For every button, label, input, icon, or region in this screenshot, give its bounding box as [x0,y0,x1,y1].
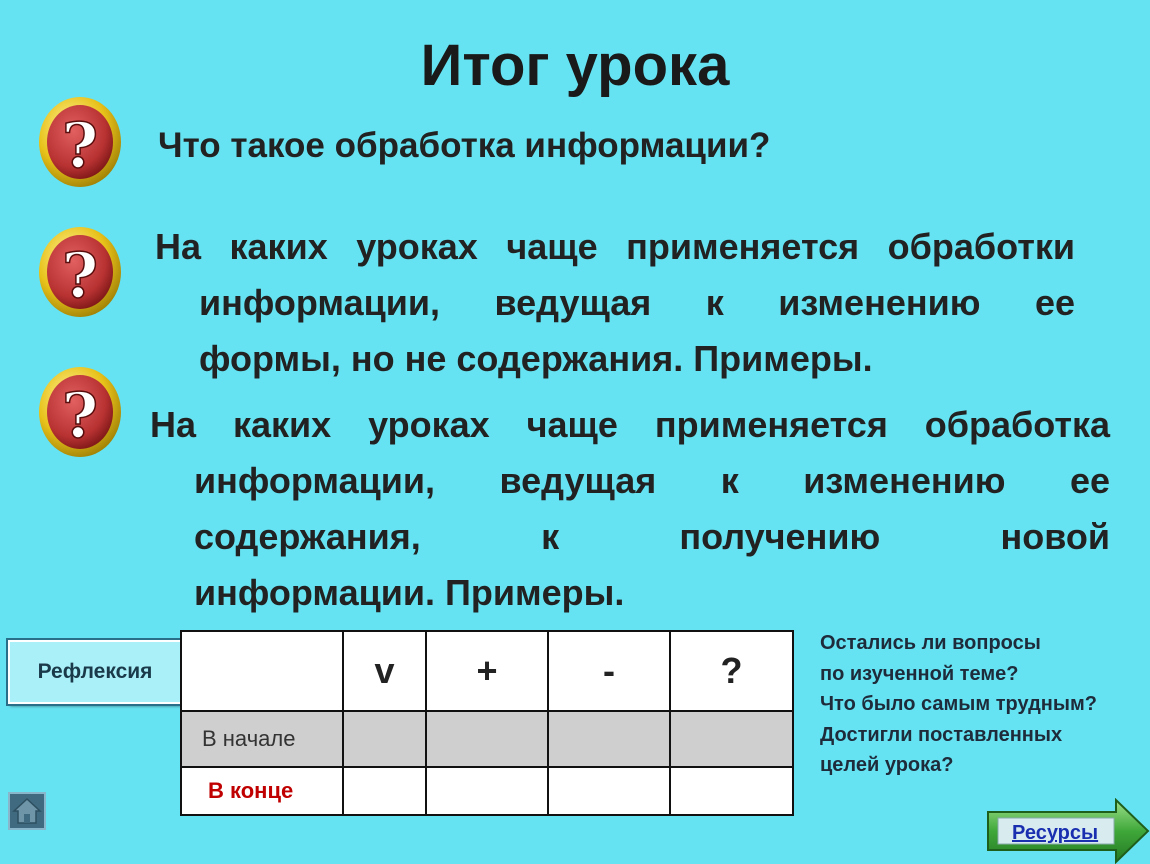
question-1: Что такое обработка информации? [158,126,771,165]
reflection-question-line: по изученной теме? [820,662,1019,685]
page-title: Итог урока [420,33,730,98]
table-header-cell: v [343,631,426,711]
question-3-line: содержания, к получению новой [194,516,1110,557]
reflection-table [180,630,794,816]
reflection-questions [820,628,1097,781]
svg-text:?: ? [61,109,99,182]
table-header-cell: - [548,631,670,711]
table-cell[interactable] [426,711,548,767]
question-2 [155,219,1075,387]
table-cell[interactable] [343,767,426,815]
question-3-line: информации. Примеры. [194,572,625,613]
home-button[interactable] [8,792,46,830]
svg-text:?: ? [61,379,99,452]
question-icon [38,96,122,188]
table-cell[interactable] [343,711,426,767]
reflection-question-line: Что было самым трудным? [820,693,1097,715]
reflection-button[interactable]: Рефлексия [8,640,182,704]
table-header-row [181,631,793,711]
reflection-question-line: Остались ли вопросы [820,632,1041,654]
resources-link[interactable]: Ресурсы [1012,822,1099,844]
reflection-question-line: целей урока? [820,754,954,776]
reflection-question-line: Достигли поставленных [820,723,1063,746]
row-label-end: В конце [181,767,343,815]
question-2-line: информации, ведущая к изменению ее [199,282,1075,323]
table-cell[interactable] [548,711,670,767]
question-icon [38,366,122,458]
table-cell[interactable] [548,767,670,815]
question-2-line: На каких уроках чаще применяется обработки [155,226,1075,267]
table-cell[interactable] [670,767,793,815]
table-row [181,711,793,767]
table-header-cell: + [426,631,548,711]
table-cell[interactable] [670,711,793,767]
question-3 [150,397,1110,621]
table-header-cell [181,631,343,711]
question-icon [38,226,122,318]
svg-text:?: ? [61,239,99,312]
table-header-cell: ? [670,631,793,711]
question-2-line: формы, но не содержания. Примеры. [199,338,873,379]
table-row [181,767,793,815]
question-3-line: На каких уроках чаще применяется обработка [150,404,1110,445]
question-3-line: информации, ведущая к изменению ее [194,460,1110,501]
row-label-start: В начале [181,711,343,767]
home-icon [10,794,44,828]
table-cell[interactable] [426,767,548,815]
